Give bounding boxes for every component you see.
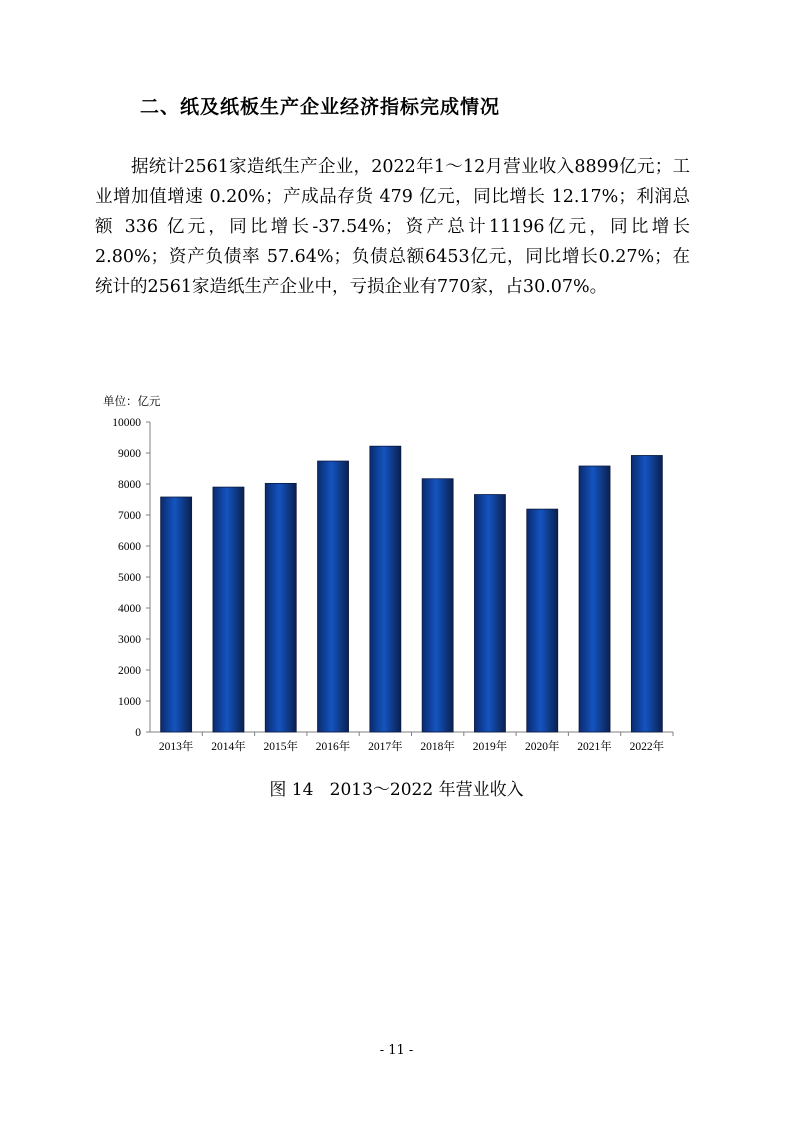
y-tick-label: 1000	[118, 696, 141, 708]
y-tick-label: 5000	[118, 572, 141, 584]
x-tick-label: 2018年	[420, 741, 455, 753]
x-tick-label: 2016年	[315, 741, 351, 753]
page-number: - 11 -	[379, 1043, 414, 1058]
figure-title: 2013～2022 年营业收入	[329, 780, 524, 800]
y-tick-label: 4000	[118, 603, 141, 615]
x-tick-label: 2017年	[368, 741, 403, 753]
x-tick-label: 2015年	[263, 741, 298, 753]
body-paragraph: 据统计2561家造纸生产企业，2022年1～12月营业收入8899亿元；工业增加值增速 0.20%；产成品存货 479 亿元，同比增长 12.17%；利润总额 336 亿元，同比增长-37.54%；资产总计11196亿元，同比增长 2.80%；资产负债率 57.64%；负债总额6453亿元，同比增长0.27%；在统计的2561家造纸生产企业中，亏损企业有770家，占30.07%。	[95, 157, 690, 297]
bar	[474, 495, 505, 732]
bar	[527, 509, 558, 732]
x-tick-label: 2013年	[158, 741, 194, 753]
bar	[422, 479, 453, 732]
figure-caption	[0, 775, 793, 800]
x-tick-label: 2022年	[629, 741, 665, 753]
y-tick-label: 3000	[118, 634, 141, 646]
bar	[370, 446, 401, 732]
y-tick-label: 8000	[118, 479, 141, 491]
y-tick-label: 7000	[118, 510, 141, 522]
x-tick-label: 2020年	[525, 741, 560, 753]
bar	[213, 487, 244, 732]
section-heading: 二、纸及纸板生产企业经济指标完成情况	[140, 96, 501, 118]
bar	[318, 461, 349, 732]
bar	[631, 455, 662, 732]
y-tick-label: 9000	[118, 448, 141, 460]
x-tick-label: 2014年	[211, 741, 246, 753]
x-tick-label: 2019年	[472, 741, 508, 753]
bar	[161, 497, 192, 732]
revenue-bar-chart	[95, 385, 695, 770]
y-tick-label: 0	[135, 727, 141, 739]
figure-number: 图 14	[269, 780, 314, 800]
y-tick-label: 6000	[118, 541, 141, 553]
x-tick-label: 2021年	[577, 741, 612, 753]
bar	[265, 483, 296, 732]
unit-label: 单位：亿元	[103, 396, 161, 408]
bar	[579, 466, 610, 732]
y-tick-label: 2000	[118, 665, 141, 677]
y-tick-label: 10000	[112, 417, 141, 429]
